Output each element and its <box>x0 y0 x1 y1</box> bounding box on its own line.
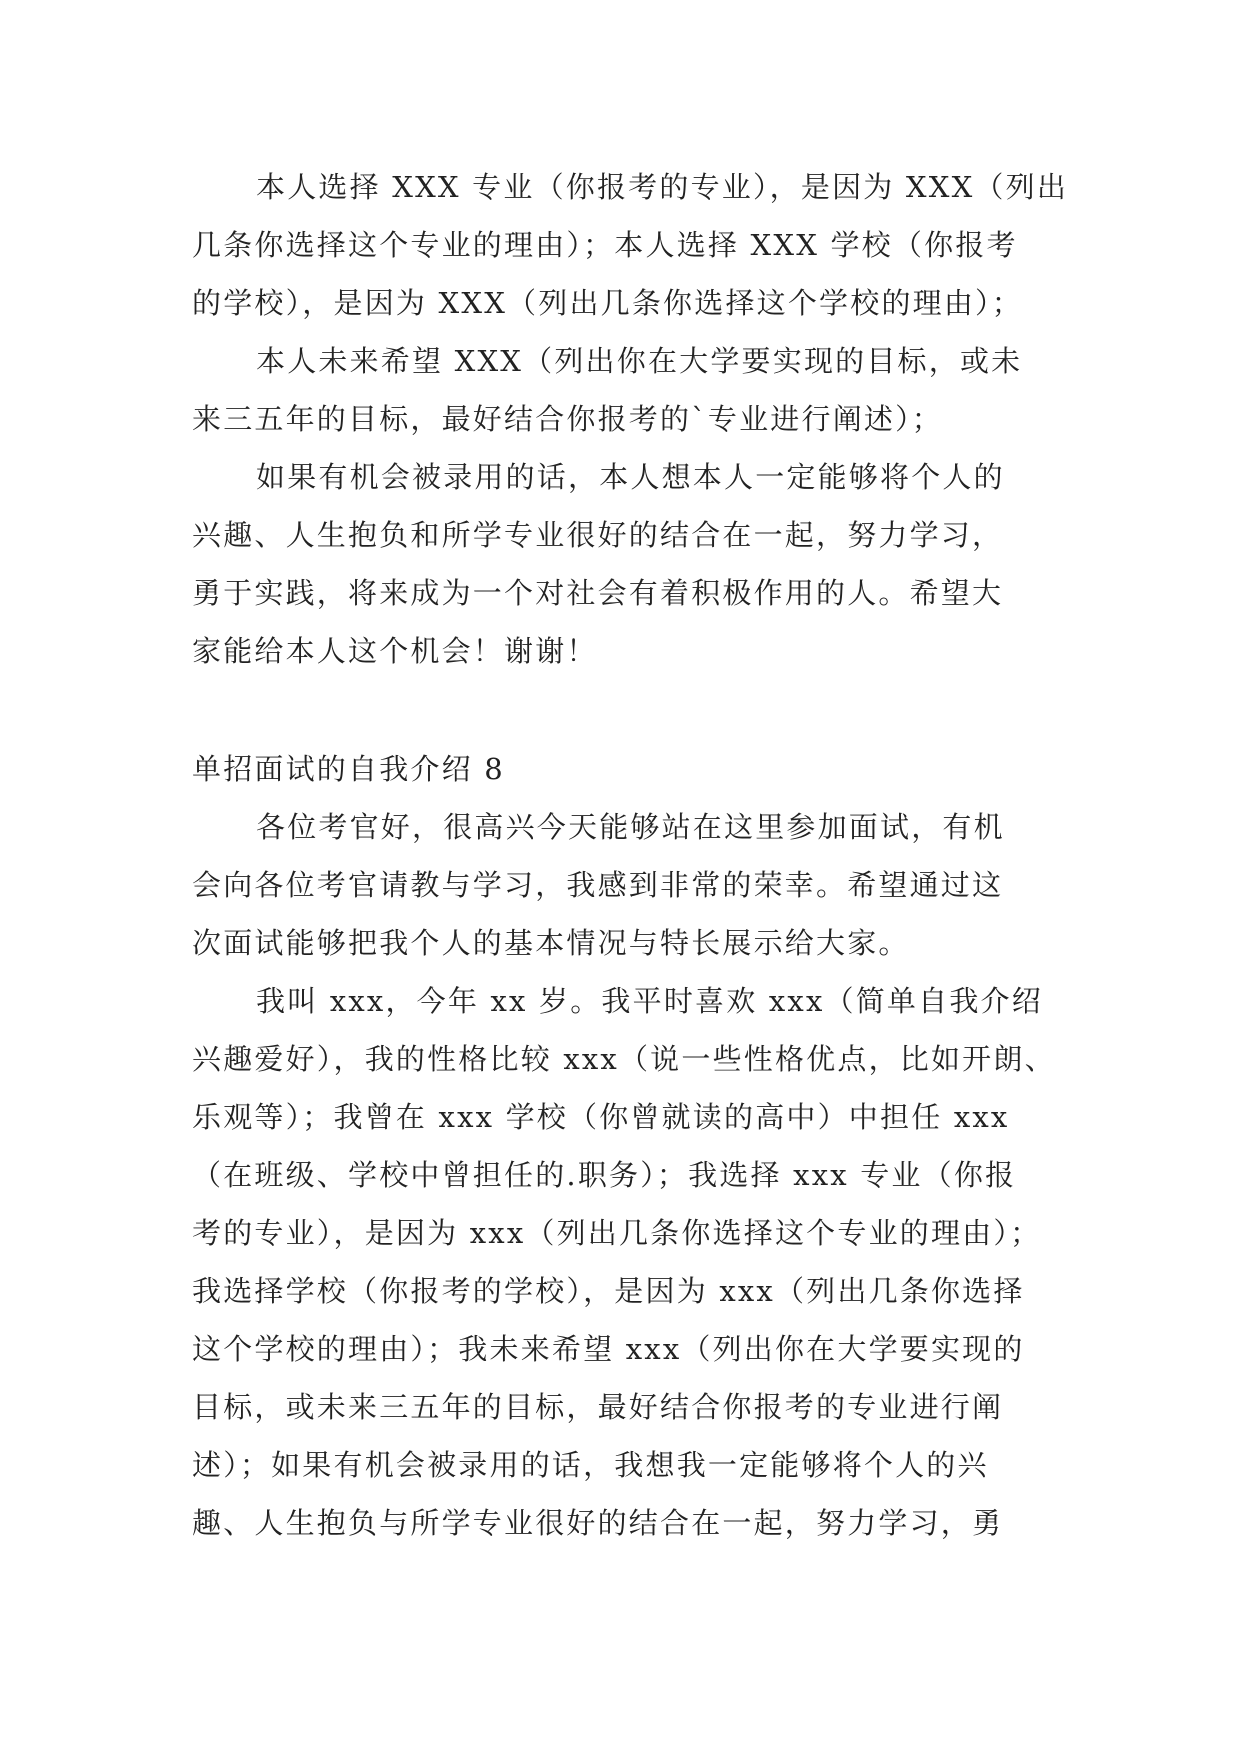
paragraph-2-line: 本人未来希望 XXX（列出你在大学要实现的目标，或未 <box>256 344 1023 378</box>
paragraph-5-line: 目标，或未来三五年的目标，最好结合你报考的专业进行阐 <box>192 1390 1004 1424</box>
paragraph-2-line: 来三五年的目标，最好结合你报考的`专业进行阐述）； <box>192 402 944 436</box>
paragraph-3-line: 家能给本人这个机会！谢谢！ <box>192 634 598 668</box>
paragraph-1-line: 本人选择 XXX 专业（你报考的专业），是因为 XXX（列出 <box>256 170 1069 204</box>
paragraph-1-line: 的学校），是因为 XXX（列出几条你选择这个学校的理由）； <box>192 286 1023 320</box>
section-heading: 单招面试的自我介绍 8 <box>192 752 505 786</box>
paragraph-5-line: 我叫 xxx，今年 xx 岁。我平时喜欢 xxx（简单自我介绍 <box>256 984 1043 1018</box>
section-1-body <box>192 158 1069 680</box>
paragraph-4-line: 次面试能够把我个人的基本情况与特长展示给大家。 <box>192 926 910 960</box>
paragraph-5-line: 乐观等）；我曾在 xxx 学校（你曾就读的高中）中担任 xxx <box>192 1100 1010 1134</box>
paragraph-5-line: （在班级、学校中曾担任的.职务）；我选择 xxx 专业（你报 <box>192 1158 1017 1192</box>
paragraph-5-line: 兴趣爱好），我的性格比较 xxx（说一些性格优点，比如开朗、 <box>192 1042 1056 1076</box>
paragraph-1-line: 几条你选择这个专业的理由）；本人选择 XXX 学校（你报考 <box>192 228 1018 262</box>
paragraph-3-line: 勇于实践，将来成为一个对社会有着积极作用的人。希望大 <box>192 576 1004 610</box>
paragraph-3-line: 如果有机会被录用的话，本人想本人一定能够将个人的 <box>256 460 1005 494</box>
paragraph-5-line: 趣、人生抱负与所学专业很好的结合在一起，努力学习，勇 <box>192 1506 1004 1540</box>
paragraph-5-line: 这个学校的理由）；我未来希望 xxx（列出你在大学要实现的 <box>192 1332 1025 1366</box>
paragraph-4-line: 各位考官好，很高兴今天能够站在这里参加面试，有机 <box>256 810 1005 844</box>
paragraph-3-line: 兴趣、人生抱负和所学专业很好的结合在一起，努力学习， <box>192 518 1004 552</box>
paragraph-5-line: 考的专业），是因为 xxx（列出几条你选择这个专业的理由）； <box>192 1216 1042 1250</box>
paragraph-5-line: 我选择学校（你报考的学校），是因为 xxx（列出几条你选择 <box>192 1274 1025 1308</box>
paragraph-5-line: 述）；如果有机会被录用的话，我想我一定能够将个人的兴 <box>192 1448 989 1482</box>
section-2-body <box>192 798 1056 1552</box>
paragraph-4-line: 会向各位考官请教与学习，我感到非常的荣幸。希望通过这 <box>192 868 1004 902</box>
